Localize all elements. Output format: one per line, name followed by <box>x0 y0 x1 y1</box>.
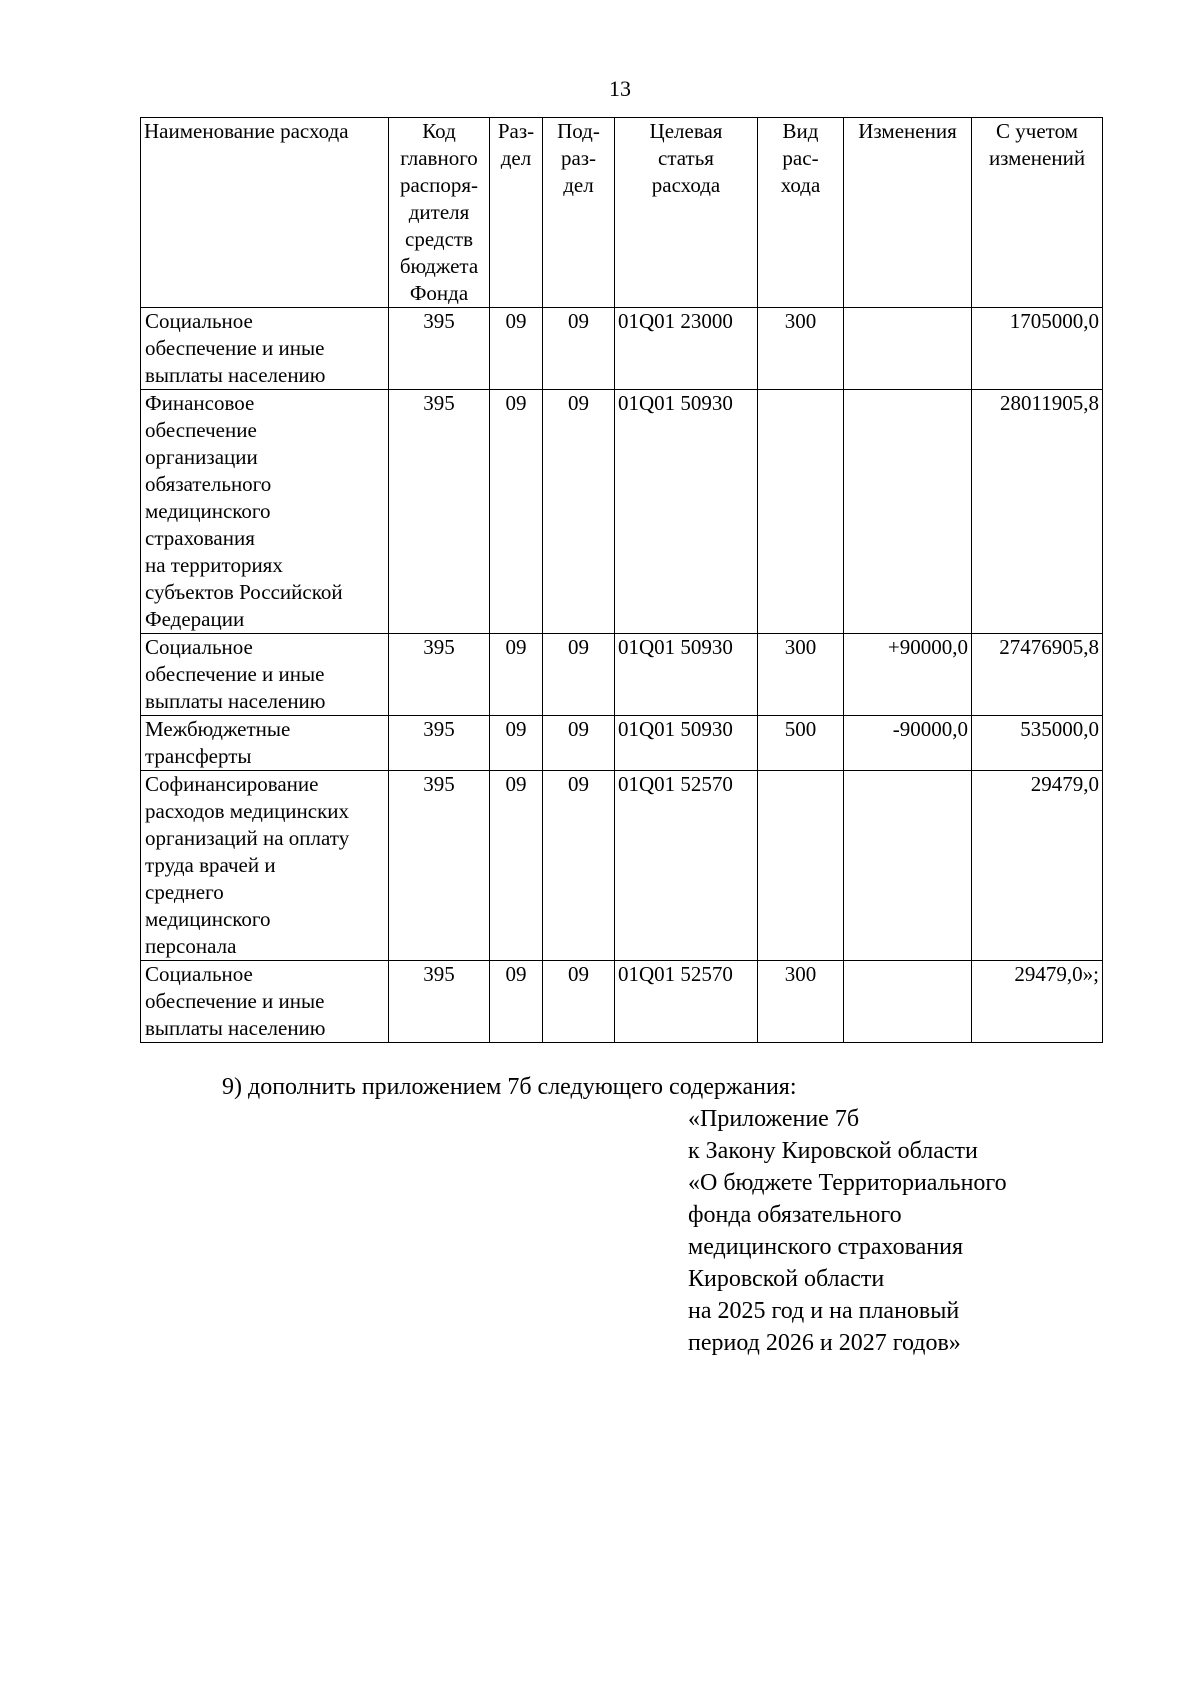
header-line: дителя <box>408 200 470 224</box>
header-line: хода <box>780 173 821 197</box>
name-line: организации <box>145 445 258 469</box>
table-row <box>141 716 1103 771</box>
header-line: бюджета <box>399 254 479 278</box>
name-line: медицинского <box>145 499 271 523</box>
header-line: главного <box>400 146 478 170</box>
cell-change: +90000,0 <box>844 634 972 716</box>
appendix-line: «Приложение 7б <box>688 1106 860 1132</box>
header-name <box>141 118 389 308</box>
header-section <box>490 118 543 308</box>
cell-total: 535000,0 <box>972 716 1103 771</box>
header-line: С учетом <box>996 119 1078 143</box>
header-line: статья <box>658 146 714 170</box>
name-line: Социальное <box>145 962 253 986</box>
header-code <box>389 118 490 308</box>
cell-type: 300 <box>758 634 844 716</box>
name-line: Межбюджетные <box>145 717 291 741</box>
header-line: Код <box>422 119 456 143</box>
cell-name <box>141 716 389 771</box>
appendix-line: Кировской области <box>688 1266 885 1292</box>
table-header-row <box>141 118 1103 308</box>
name-line: организаций на оплату <box>145 826 350 850</box>
cell-change: -90000,0 <box>844 716 972 771</box>
cell-change <box>844 390 972 634</box>
cell-target: 01Q01 50930 <box>615 716 758 771</box>
name-line: выплаты населению <box>145 689 326 713</box>
header-line: Целевая <box>649 119 723 143</box>
header-line: Изменения <box>858 119 957 143</box>
header-line: рас- <box>782 146 819 170</box>
table-row <box>141 961 1103 1043</box>
table-row <box>141 771 1103 961</box>
cell-section: 09 <box>490 634 543 716</box>
cell-type: 300 <box>758 961 844 1043</box>
header-line: дел <box>563 173 594 197</box>
name-line: расходов медицинских <box>145 799 350 823</box>
cell-section: 09 <box>490 716 543 771</box>
cell-section: 09 <box>490 771 543 961</box>
cell-total: 29479,0»; <box>972 961 1103 1043</box>
cell-type: 300 <box>758 308 844 390</box>
cell-subsection: 09 <box>543 716 615 771</box>
cell-subsection: 09 <box>543 308 615 390</box>
cell-code: 395 <box>389 716 490 771</box>
name-line: страхования <box>145 526 255 550</box>
cell-subsection: 09 <box>543 961 615 1043</box>
header-line: изменений <box>988 146 1086 170</box>
table-row <box>141 390 1103 634</box>
table-row <box>141 308 1103 390</box>
header-type <box>758 118 844 308</box>
appendix-header <box>688 1103 1007 1359</box>
cell-change <box>844 961 972 1043</box>
cell-section: 09 <box>490 390 543 634</box>
cell-name <box>141 961 389 1043</box>
header-line: Фонда <box>409 281 469 305</box>
cell-target: 01Q01 52570 <box>615 771 758 961</box>
cell-target: 01Q01 23000 <box>615 308 758 390</box>
table-body <box>141 308 1103 1043</box>
header-target <box>615 118 758 308</box>
name-line: выплаты населению <box>145 363 326 387</box>
appendix-line: фонда обязательного <box>688 1202 902 1228</box>
name-line: трансферты <box>145 744 252 768</box>
name-line: обеспечение и иные <box>145 662 325 686</box>
name-line: медицинского <box>145 907 271 931</box>
cell-subsection: 09 <box>543 771 615 961</box>
page-number: 13 <box>609 76 631 101</box>
budget-table <box>140 117 1103 1043</box>
cell-change <box>844 771 972 961</box>
appendix-line: «О бюджете Территориального <box>688 1170 1007 1196</box>
header-line: Раз- <box>497 119 535 143</box>
cell-change <box>844 308 972 390</box>
name-line: Финансовое <box>145 391 255 415</box>
cell-target: 01Q01 52570 <box>615 961 758 1043</box>
cell-total: 1705000,0 <box>972 308 1103 390</box>
header-subsection <box>543 118 615 308</box>
cell-target: 01Q01 50930 <box>615 390 758 634</box>
header-line: распоря- <box>399 173 479 197</box>
name-line: среднего <box>145 880 224 904</box>
name-line: Софинансирование <box>145 772 319 796</box>
name-line: выплаты населению <box>145 1016 326 1040</box>
name-line: персонала <box>145 934 237 958</box>
name-line: субъектов Российской <box>145 580 343 604</box>
header-line: расхода <box>651 173 721 197</box>
header-change <box>844 118 972 308</box>
header-line: Вид <box>782 119 819 143</box>
name-line: Федерации <box>145 607 245 631</box>
cell-name <box>141 771 389 961</box>
cell-subsection: 09 <box>543 634 615 716</box>
name-line: обеспечение <box>145 418 257 442</box>
cell-name <box>141 308 389 390</box>
cell-target: 01Q01 50930 <box>615 634 758 716</box>
cell-code: 395 <box>389 390 490 634</box>
cell-total: 29479,0 <box>972 771 1103 961</box>
table-row <box>141 634 1103 716</box>
appendix-line: период 2026 и 2027 годов» <box>688 1330 961 1356</box>
cell-code: 395 <box>389 308 490 390</box>
header-line: Под- <box>557 119 600 143</box>
header-line: Наименование расхода <box>144 119 349 143</box>
cell-type <box>758 771 844 961</box>
cell-name <box>141 390 389 634</box>
cell-name <box>141 634 389 716</box>
cell-type: 500 <box>758 716 844 771</box>
cell-code: 395 <box>389 961 490 1043</box>
amendment-instruction: 9) дополнить приложением 7б следующего содержания: <box>222 1074 797 1100</box>
cell-section: 09 <box>490 961 543 1043</box>
appendix-line: на 2025 год и на плановый <box>688 1298 960 1324</box>
cell-total: 27476905,8 <box>972 634 1103 716</box>
name-line: обеспечение и иные <box>145 336 325 360</box>
cell-section: 09 <box>490 308 543 390</box>
name-line: обязательного <box>145 472 272 496</box>
name-line: обеспечение и иные <box>145 989 325 1013</box>
cell-code: 395 <box>389 771 490 961</box>
cell-type <box>758 390 844 634</box>
cell-code: 395 <box>389 634 490 716</box>
appendix-line: медицинского страхования <box>688 1234 964 1260</box>
cell-total: 28011905,8 <box>972 390 1103 634</box>
name-line: на территориях <box>145 553 283 577</box>
name-line: Социальное <box>145 309 253 333</box>
cell-subsection: 09 <box>543 390 615 634</box>
name-line: труда врачей и <box>145 853 276 877</box>
header-line: раз- <box>560 146 597 170</box>
appendix-line: к Закону Кировской области <box>688 1138 978 1164</box>
name-line: Социальное <box>145 635 253 659</box>
header-total <box>972 118 1103 308</box>
header-line: дел <box>500 146 532 170</box>
header-line: средств <box>405 227 473 251</box>
